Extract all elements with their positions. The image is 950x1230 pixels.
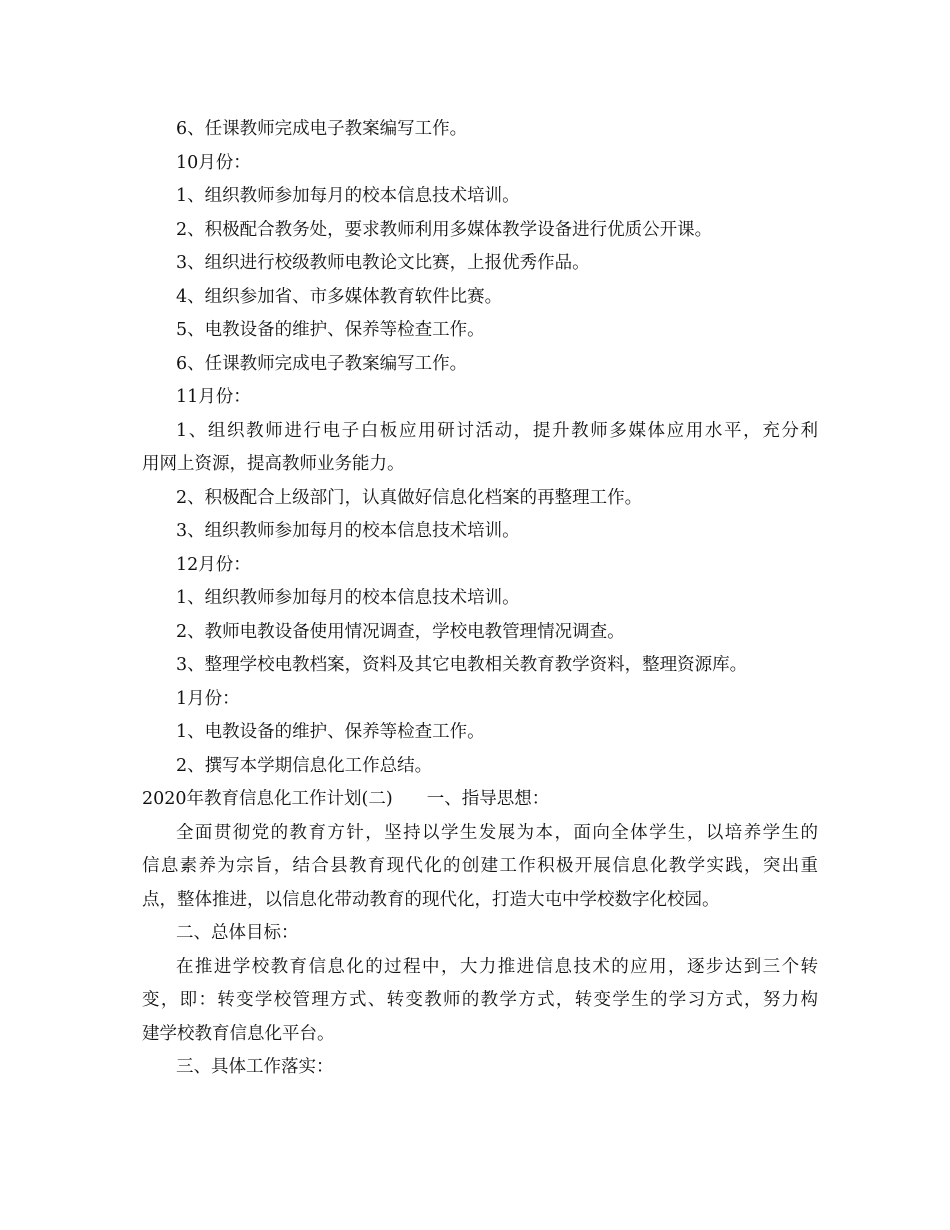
- paragraph-line: 4、组织参加省、市多媒体教育软件比赛。: [176, 286, 503, 307]
- paragraph-line: 1、组织教师参加每月的校本信息技术培训。: [176, 588, 520, 608]
- plan-title: 2020年教育信息化工作计划(二): [142, 789, 393, 809]
- paragraph-line: 5、电教设备的维护、保养等检查工作。: [176, 320, 485, 340]
- plan-heading-row: [142, 783, 818, 817]
- paragraph-line: 3、整理学校电教档案，资料及其它电教相关教育教学资料，整理资源库。: [176, 655, 748, 675]
- document-body: [142, 113, 818, 1085]
- paragraph-line: 6、任课教师完成电子教案编写工作。: [176, 119, 468, 139]
- paragraph-line: 12月份：: [176, 554, 251, 575]
- paragraph-line: 2、教师电教设备使用情况调查，学校电教管理情况调查。: [176, 621, 625, 642]
- paragraph-line: 1月份：: [176, 688, 240, 709]
- paragraph-line: 1、组织教师进行电子白板应用研讨活动，提升教师多媒体应用水平，充分利: [176, 420, 818, 441]
- paragraph-line: 建学校教育信息化平台。: [142, 1023, 335, 1044]
- guiding-thought-heading: 一、指导思想：: [426, 789, 550, 809]
- plan-two-section: [142, 817, 818, 1085]
- paragraph-line: 用网上资源，提高教师业务能力。: [142, 454, 405, 474]
- paragraph-line: 1、组织教师参加每月的校本信息技术培训。: [176, 186, 520, 206]
- paragraph-line: 1、电教设备的维护、保养等检查工作。: [176, 722, 485, 742]
- paragraph-line: 全面贯彻党的教育方针，坚持以学生发展为本，面向全体学生，以培养学生的: [176, 822, 818, 843]
- monthly-plan-section: [142, 113, 818, 783]
- paragraph-line: 3、组织进行校级教师电教论文比赛，上报优秀作品。: [176, 253, 590, 273]
- paragraph-line: 在推进学校教育信息化的过程中，大力推进信息技术的应用，逐步达到三个转: [176, 956, 818, 977]
- paragraph-line: 3、组织教师参加每月的校本信息技术培训。: [176, 521, 520, 541]
- paragraph-line: 10月份：: [176, 152, 251, 173]
- paragraph-line: 点，整体推进，以信息化带动教育的现代化，打造大屯中学校数字化校园。: [142, 889, 720, 910]
- paragraph-line: 11月份：: [176, 387, 251, 407]
- paragraph-line: 2、撰写本学期信息化工作总结。: [176, 755, 433, 776]
- paragraph-line: 信息素养为宗旨，结合县教育现代化的创建工作积极开展信息化教学实践，突出重: [142, 856, 818, 876]
- paragraph-line: 2、积极配合教务处，要求教师利用多媒体教学设备进行优质公开课。: [176, 219, 713, 240]
- paragraph-line: 6、任课教师完成电子教案编写工作。: [176, 353, 468, 374]
- paragraph-line: 变，即：转变学校管理方式、转变教师的教学方式，转变学生的学习方式，努力构: [142, 990, 818, 1010]
- paragraph-line: 三、具体工作落实：: [176, 1057, 334, 1077]
- paragraph-line: 二、总体目标：: [176, 923, 299, 943]
- paragraph-line: 2、积极配合上级部门，认真做好信息化档案的再整理工作。: [176, 487, 643, 508]
